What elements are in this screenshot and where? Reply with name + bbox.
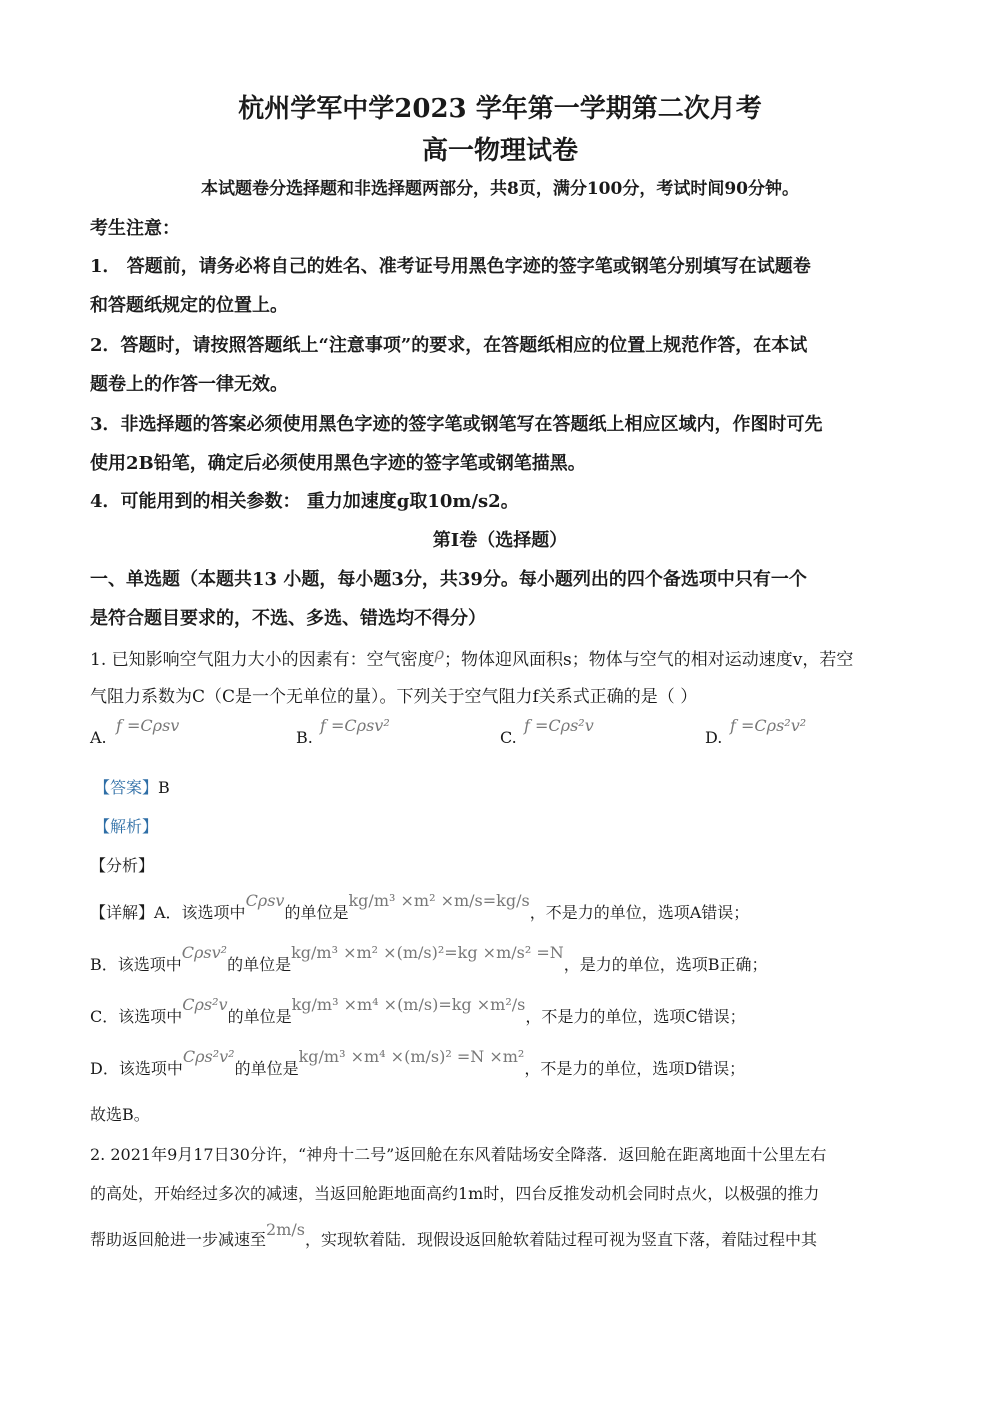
question-2-line-1: 2. 2021年9月17日30分许，“神舟十二号”返回舱在东风着陆场安全降落．返回舱在距离地面十公里左右 <box>90 1145 827 1164</box>
option-a-formula: f =Cρsv <box>116 716 180 735</box>
detail-d-suffix: ，不是力的单位，选项D错误； <box>524 1059 746 1078</box>
section-single-choice-line-1: 一、单选题（本题共13 小题，每小题3分，共39分。每小题列出的四个备选项中只有一个 <box>90 569 807 590</box>
notice-item-4: 4．可能用到的相关参数： 重力加速度g取10m/s2。 <box>90 491 519 512</box>
detail-line-d <box>90 1047 746 1079</box>
answer-line <box>94 775 170 798</box>
detail-b-expr: Cρsv² <box>181 943 228 962</box>
notice-heading: 考生注意： <box>90 218 180 239</box>
answer-value: B <box>158 778 170 797</box>
option-d-label: D. <box>705 728 723 747</box>
option-c-formula: f =Cρs²v <box>524 716 594 735</box>
question-2-text-b: ，实现软着陆．现假设返回舱软着陆过程可视为竖直下落，着陆过程中其 <box>304 1230 817 1249</box>
fenxi-label: 【分析】 <box>90 856 155 875</box>
question-1-line-2: 气阻力系数为C（C是一个无单位的量）。下列关于空气阻力f关系式正确的是（ ） <box>90 687 698 707</box>
detail-a-suffix: ，不是力的单位，选项A错误； <box>529 903 750 922</box>
question-2-speed: 2m/s <box>266 1220 305 1239</box>
question-2-line-2: 的高处，开始经过多次的减速，当返回舱距地面高约1m时，四台反推发动机会同时点火，以极强的推力 <box>90 1184 820 1203</box>
detail-a-mid: 的单位是 <box>284 903 349 922</box>
detail-d-unit: kg/m³ ×m⁴ ×(m/s)² =N ×m² <box>298 1047 525 1066</box>
detail-a-prefix: 【详解】A．该选项中 <box>90 903 246 922</box>
detail-b-unit: kg/m³ ×m² ×(m/s)²=kg ×m/s² =N <box>291 943 564 962</box>
detail-c-mid: 的单位是 <box>227 1007 292 1026</box>
detail-b-mid: 的单位是 <box>227 955 292 974</box>
exam-intro: 本试题卷分选择题和非选择题两部分，共8页，满分100分，考试时间90分钟。 <box>201 179 799 199</box>
detail-line-b <box>90 943 768 975</box>
detail-c-unit: kg/m³ ×m⁴ ×(m/s)=kg ×m²/s <box>291 995 526 1014</box>
detail-b-prefix: B．该选项中 <box>90 955 182 974</box>
detail-a-expr: Cρsv <box>245 891 285 910</box>
option-d-formula: f =Cρs²v² <box>730 716 807 735</box>
detail-b-suffix: ，是力的单位，选项B正确； <box>563 955 768 974</box>
option-c-label: C. <box>500 728 517 747</box>
notice-item-3-line-1: 3．非选择题的答案必须使用黑色字迹的签字笔或钢笔写在答题纸上相应区域内，作图时可先 <box>90 414 823 435</box>
answer-label: 【答案】 <box>94 778 159 797</box>
detail-c-expr: Cρs²v <box>182 995 228 1014</box>
exam-subtitle: 高一物理试卷 <box>421 136 578 166</box>
rho-symbol: ρ <box>434 644 445 663</box>
notice-item-1-line-2: 和答题纸规定的位置上。 <box>90 295 288 316</box>
notice-item-1-line-1: 1． 答题前，请务必将自己的姓名、准考证号用黑色字迹的签字笔或钢笔分别填写在试题卷 <box>90 256 811 277</box>
exam-title: 杭州学军中学2023 学年第一学期第二次月考 <box>238 94 762 124</box>
analysis-label: 【解析】 <box>94 817 159 836</box>
conclusion: 故选B。 <box>90 1105 150 1124</box>
detail-c-prefix: C．该选项中 <box>90 1007 183 1026</box>
question-1-text-b: ；物体迎风面积s；物体与空气的相对运动速度v，若空 <box>444 650 854 670</box>
notice-item-2-line-1: 2．答题时，请按照答题纸上“注意事项”的要求，在答题纸相应的位置上规范作答，在本试 <box>90 335 808 356</box>
detail-c-suffix: ，不是力的单位，选项C错误； <box>525 1007 746 1026</box>
notice-item-2-line-2: 题卷上的作答一律无效。 <box>90 374 288 395</box>
question-2-text-a: 帮助返回舱进一步减速至 <box>90 1230 267 1249</box>
part-title: 第Ⅰ卷（选择题） <box>432 530 568 551</box>
detail-line-c <box>90 995 746 1027</box>
option-b-label: B. <box>296 728 313 747</box>
question-1-text-a: 1. 已知影响空气阻力大小的因素有：空气密度 <box>90 650 435 670</box>
option-a-label: A. <box>90 728 107 747</box>
question-1-line-1 <box>90 645 853 670</box>
section-single-choice-line-2: 是符合题目要求的，不选、多选、错选均不得分） <box>90 608 486 629</box>
detail-a-unit: kg/m³ ×m² ×m/s=kg/s <box>348 891 530 910</box>
detail-d-mid: 的单位是 <box>234 1059 299 1078</box>
notice-item-3-line-2: 使用2B铅笔，确定后必须使用黑色字迹的签字笔或钢笔描黑。 <box>90 453 586 474</box>
detail-d-prefix: D．该选项中 <box>90 1059 183 1078</box>
question-2-line-3 <box>90 1220 817 1250</box>
detail-line-a <box>90 891 750 923</box>
detail-d-expr: Cρs²v² <box>182 1047 235 1066</box>
option-b-formula: f =Cρsv² <box>320 716 390 735</box>
